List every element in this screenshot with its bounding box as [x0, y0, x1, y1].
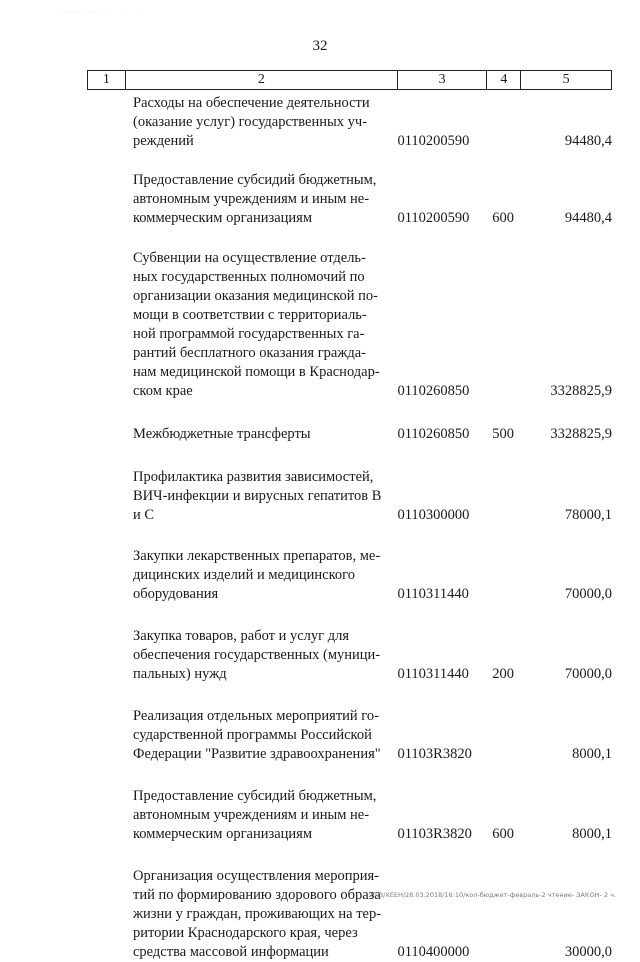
row-description	[133, 787, 387, 844]
table-row	[87, 867, 612, 962]
description-line: коммерческим организациям	[133, 826, 313, 842]
description-line: рантий бесплатного оказания гражда-	[133, 345, 366, 361]
description-line: средства массовой информации	[133, 944, 329, 960]
row-target-code: 01103R3820	[397, 826, 472, 842]
row-description	[133, 249, 387, 401]
row-amount: 8000,1	[572, 746, 612, 762]
row-amount: 70000,0	[564, 666, 612, 682]
description-line: ском крае	[133, 383, 193, 399]
row-amount: 78000,1	[564, 507, 612, 523]
row-amount: 3328825,9	[550, 383, 612, 399]
description-line: ВИЧ-инфекции и вирусных гепатитов В	[133, 488, 382, 504]
table-row	[87, 249, 612, 401]
row-description	[133, 468, 387, 525]
description-line: Субвенции на осуществление отдель-	[133, 250, 366, 266]
header-col-4: 4	[487, 71, 521, 89]
row-description	[133, 94, 387, 151]
description-line: Реализация отдельных мероприятий го-	[133, 708, 379, 724]
page-number: 32	[312, 38, 328, 54]
row-amount: 70000,0	[564, 586, 612, 602]
table-row	[87, 171, 612, 228]
row-description	[133, 425, 387, 444]
scan-artifact: ......... · · ·	[60, 8, 143, 15]
header-col-3: 3	[398, 71, 488, 89]
description-line: Закупка товаров, работ и услуг для	[133, 628, 350, 644]
description-line: и С	[133, 507, 155, 523]
row-amount: 94480,4	[564, 210, 612, 226]
description-line: автономным учреждениям и иным не-	[133, 191, 370, 207]
description-line: Федерации "Развитие здравоохранения"	[133, 746, 381, 762]
header-col-1: 1	[88, 71, 126, 89]
header-col-2: 2	[126, 71, 398, 89]
row-description	[133, 867, 387, 962]
row-description	[133, 707, 387, 764]
description-line: Расходы на обеспечение деятельности	[133, 95, 370, 111]
description-line: ной программой государственных га-	[133, 326, 365, 342]
table-body	[87, 94, 612, 962]
row-description	[133, 171, 387, 228]
table-row	[87, 707, 612, 764]
description-line: Межбюджетные трансферты	[133, 426, 311, 442]
header-col-5: 5	[562, 72, 570, 87]
description-line: Закупки лекарственных препаратов, ме-	[133, 548, 381, 564]
description-line: ных государственных полномочий по	[133, 269, 365, 285]
row-target-code: 0110200590	[397, 133, 470, 149]
row-expense-kind: 200	[492, 666, 514, 682]
description-line: мощи в соответствии с территориаль-	[133, 307, 367, 323]
row-amount: 30000,0	[564, 944, 612, 960]
table-row	[87, 787, 612, 844]
description-line: жизни у граждан, проживающих на тер-	[133, 906, 382, 922]
row-target-code: 0110300000	[397, 507, 470, 523]
row-target-code: 0110260850	[397, 383, 470, 399]
description-line: оборудования	[133, 586, 219, 602]
table-row	[87, 627, 612, 684]
row-target-code: 0110200590	[397, 210, 470, 226]
description-line: дицинских изделий и медицинского	[133, 567, 356, 583]
description-line: (оказание услуг) государственных уч-	[133, 114, 367, 130]
description-line: Предоставление субсидий бюджетным,	[133, 172, 377, 188]
row-description	[133, 547, 387, 604]
row-target-code: 0110400000	[397, 944, 470, 960]
row-target-code: 0110311440	[397, 586, 469, 602]
description-line: Организация осуществления мероприя-	[133, 868, 379, 884]
row-amount: 8000,1	[572, 826, 612, 842]
description-line: пальных) нужд	[133, 666, 227, 682]
table-row	[87, 468, 612, 525]
row-expense-kind: 600	[492, 210, 514, 226]
row-target-code: 01103R3820	[397, 746, 472, 762]
description-line: сударственной программы Российской	[133, 727, 372, 743]
table-row	[87, 425, 612, 444]
table-header-row	[87, 70, 612, 90]
row-expense-kind: 500	[492, 426, 514, 442]
description-line: тий по формированию здорового образа	[133, 887, 381, 903]
table-row	[87, 94, 612, 151]
description-line: коммерческим организациям	[133, 210, 313, 226]
row-amount: 3328825,9	[550, 426, 612, 442]
row-target-code: 0110311440	[397, 666, 469, 682]
description-line: ритории Краснодарского края, через	[133, 925, 358, 941]
row-expense-kind: 600	[492, 826, 514, 842]
description-line: организации оказания медицинской по-	[133, 288, 379, 304]
description-line: обеспечения государственных (муници-	[133, 647, 381, 663]
description-line: автономным учреждениям и иным не-	[133, 807, 370, 823]
table-row	[87, 547, 612, 604]
row-target-code: 0110260850	[397, 426, 470, 442]
row-amount: 94480,4	[564, 133, 612, 149]
description-line: реждений	[133, 133, 194, 149]
footer-note: 20.3/ХЕЕН/28.03.2018/16:10/кол-бюджет-февраль-2 чтение- ЗАКОН- 2 ч.	[368, 891, 616, 899]
description-line: Предоставление субсидий бюджетным,	[133, 788, 377, 804]
budget-table	[87, 70, 612, 962]
row-description	[133, 627, 387, 684]
description-line: Профилактика развития зависимостей,	[133, 469, 374, 485]
description-line: нам медицинской помощи в Краснодар-	[133, 364, 380, 380]
